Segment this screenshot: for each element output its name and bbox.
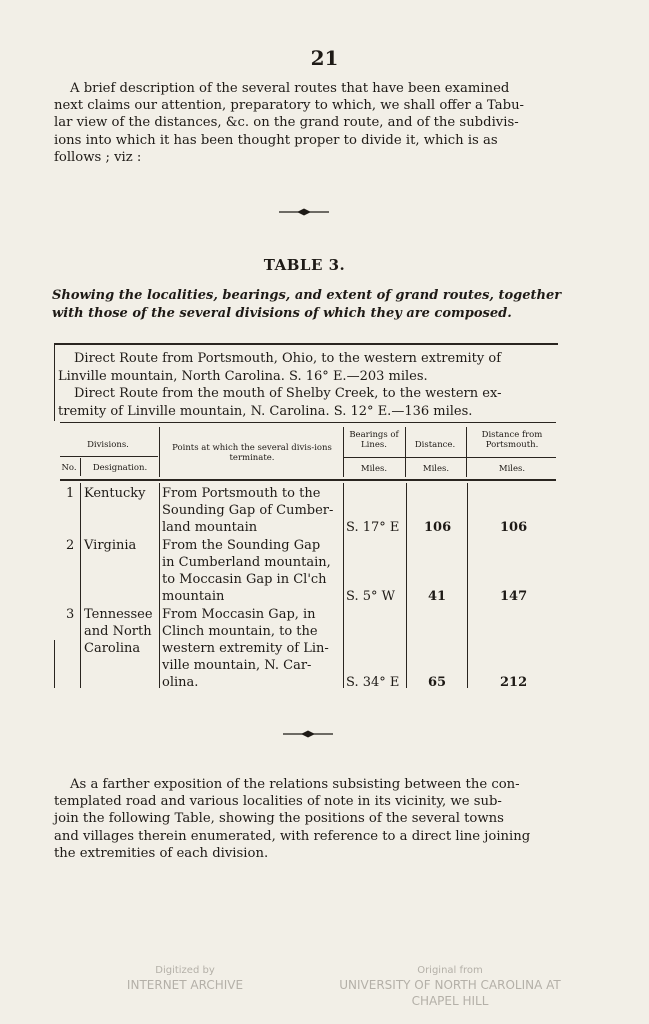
intro-line: ions into which it has been thought proper to divide it, which is as <box>54 132 498 148</box>
row-bearing: S. 5° W <box>346 589 395 604</box>
row-points: From Portsmouth to the <box>162 486 321 501</box>
route-line: tremity of Linville mountain, N. Carolina. S. 12° E.—136 miles. <box>58 403 473 419</box>
row-number: 2 <box>66 538 75 553</box>
closing-line: As a farther exposition of the relations subsisting between the con- <box>70 777 520 792</box>
closing-line: the extremities of each division. <box>54 845 269 861</box>
row-designation: and North <box>84 624 152 639</box>
row-designation: Kentucky <box>84 486 146 501</box>
table-top-rule <box>54 343 558 345</box>
footer-chapel-hill: CHAPEL HILL <box>411 994 489 1008</box>
divisions-subrule <box>60 456 158 457</box>
header-miles-bearings: Miles. <box>360 464 388 474</box>
body-col-rule <box>343 483 344 688</box>
body-col-rule <box>80 483 81 688</box>
header-points: Points at which the several divis-ions terminate. <box>172 443 332 463</box>
intro-line: follows ; viz : <box>54 149 142 165</box>
body-col-rule <box>54 640 55 688</box>
intro-line: next claims our attention, preparatory to which, we shall offer a Tabu- <box>54 98 525 114</box>
header-distance: Distance. <box>414 440 456 450</box>
footer-original-from: Original from <box>417 965 483 976</box>
closing-paragraph <box>54 776 556 862</box>
route-line: Direct Route from the mouth of Shelby Creek, to the western ex- <box>74 386 502 401</box>
row-points: Clinch mountain, to the <box>162 624 318 639</box>
closing-line: and villages therein enumerated, with reference to a direct line joining <box>54 828 531 844</box>
row-points: olina. <box>162 675 199 690</box>
intro-paragraph <box>54 80 556 166</box>
route-summary <box>58 350 558 420</box>
row-points: ville mountain, N. Car- <box>162 658 312 673</box>
header-miles-portsmouth: Miles. <box>498 464 526 474</box>
header-top-rule <box>60 422 556 423</box>
caption-line: with those of the several divisions of which they are composed. <box>52 306 512 321</box>
header-designation: Designation. <box>92 463 148 473</box>
table-left-border <box>54 343 55 421</box>
row-points: From the Sounding Gap <box>162 538 321 553</box>
row-designation: Virginia <box>84 538 137 553</box>
footer-digitized-by: Digitized by <box>155 965 215 976</box>
row-points: From Moccasin Gap, in <box>162 607 316 622</box>
row-designation: Carolina <box>84 641 141 656</box>
ornament-divider-icon <box>279 208 329 216</box>
row-bearing: S. 34° E <box>346 675 400 690</box>
route-line: Direct Route from Portsmouth, Ohio, to the western extremity of <box>74 351 502 366</box>
body-col-rule <box>159 483 160 688</box>
row-bearing: S. 17° E <box>346 520 400 535</box>
table-caption <box>52 287 562 323</box>
row-points: land mountain <box>162 520 258 535</box>
route-line: Linville mountain, North Carolina. S. 16° E.—203 miles. <box>58 368 428 384</box>
footer-internet-archive: INTERNET ARCHIVE <box>126 978 244 992</box>
footer-university: UNIVERSITY OF NORTH CAROLINA AT <box>339 978 561 992</box>
header-no: No. <box>61 463 77 473</box>
miles-subrule <box>344 457 556 458</box>
row-distance: 41 <box>428 589 447 604</box>
header-miles-distance: Miles. <box>422 464 450 474</box>
row-distance: 106 <box>424 520 452 535</box>
row-number: 1 <box>66 486 75 501</box>
intro-line: lar view of the distances, &c. on the grand route, and of the subdivis- <box>54 115 519 131</box>
header-distance-from-portsmouth: Distance from Portsmouth. <box>481 430 543 450</box>
closing-line: templated road and various localities of note in its vicinity, we sub- <box>54 794 502 810</box>
body-col-rule <box>406 483 407 688</box>
header-sep <box>80 458 81 476</box>
header-bottom-rule <box>60 479 556 481</box>
row-from-portsmouth: 106 <box>500 520 528 535</box>
row-designation: Tennessee <box>84 607 153 622</box>
row-distance: 65 <box>428 675 447 690</box>
header-sep <box>343 427 344 477</box>
header-sep <box>466 427 467 477</box>
row-points: to Moccasin Gap in Cl'ch <box>162 572 327 587</box>
row-from-portsmouth: 147 <box>500 589 528 604</box>
row-points: in Cumberland mountain, <box>162 555 331 570</box>
closing-line: join the following Table, showing the positions of the several towns <box>54 811 504 827</box>
row-number: 3 <box>66 607 75 622</box>
body-col-rule <box>467 483 468 688</box>
intro-line: A brief description of the several routes that have been examined <box>70 81 510 96</box>
row-from-portsmouth: 212 <box>500 675 528 690</box>
caption-line: Showing the localities, bearings, and extent of grand routes, together <box>52 288 562 303</box>
row-points: western extremity of Lin- <box>162 641 329 656</box>
table-title: TABLE 3. <box>263 256 346 274</box>
ornament-divider-icon <box>283 730 333 738</box>
page-number: 21 <box>310 46 339 70</box>
header-sep <box>405 427 406 477</box>
row-points: Sounding Gap of Cumber- <box>162 503 334 518</box>
header-bearings: Bearings of Lines. <box>349 430 399 450</box>
header-divisions: Divisions. <box>87 440 129 450</box>
row-points: mountain <box>162 589 225 604</box>
header-sep <box>159 427 160 477</box>
